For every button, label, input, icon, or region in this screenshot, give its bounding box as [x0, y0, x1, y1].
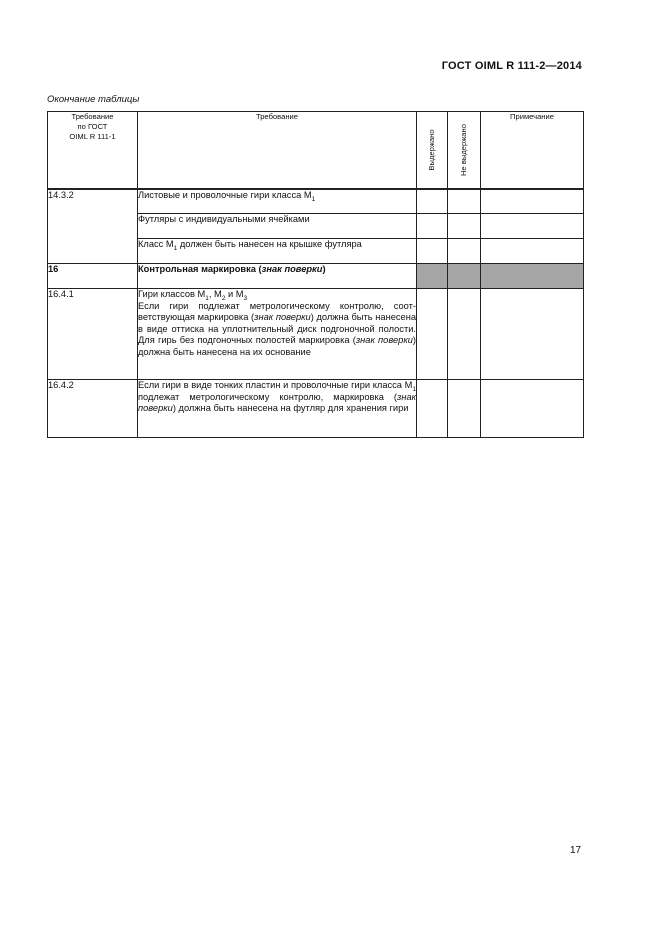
note-cell[interactable] [481, 214, 584, 239]
req-text: ) должна быть нанесена на их основание [138, 335, 416, 357]
row-requirement [138, 239, 417, 264]
row-requirement [138, 264, 417, 289]
met-checkbox-cell[interactable] [417, 380, 448, 438]
req-text: Гири классов М [138, 289, 206, 299]
row-number: 14.3.2 [48, 189, 138, 264]
note-cell[interactable] [481, 189, 584, 214]
shaded-cell [417, 264, 448, 289]
header-reference-line: OIML R 111-1 [69, 132, 116, 141]
header-reference [48, 112, 138, 189]
table-row [48, 289, 584, 380]
document-header: ГОСТ OIML R 111-2—2014 [441, 60, 582, 72]
req-text: должен быть нанесен на крышке футляра [177, 239, 362, 249]
req-text: Листовые и проволочные гири класса М [138, 189, 312, 200]
table-header-row [48, 112, 584, 189]
row-number: 16.4.2 [48, 380, 138, 438]
met-checkbox-cell[interactable] [417, 239, 448, 264]
req-italic: знак поверки [138, 391, 416, 414]
req-text: и М [225, 289, 244, 299]
note-cell[interactable] [481, 380, 584, 438]
subscript: 1 [412, 385, 416, 393]
req-text: ) должна быть нанесена в виде оттиска на уплотнительный диск подгоночной полости. Для гирь без подгоночных полостей маркировка ( [138, 312, 417, 346]
row-number: 16.4.1 [48, 289, 138, 380]
table-row [48, 189, 584, 214]
not-met-checkbox-cell[interactable] [448, 239, 481, 264]
req-text: ) должна быть нанесена на футляр для хранения гири [172, 403, 409, 414]
row-requirement [138, 189, 417, 214]
header-not-met [448, 112, 481, 189]
req-text: Контрольная маркировка ( [138, 264, 262, 274]
req-text: Если гири в виде тонких пластин и проволочные гири класса М [138, 380, 413, 390]
req-text: подлежат метрологическому контролю, маркировка ( [138, 391, 397, 402]
section-row [48, 264, 584, 289]
row-number: 16 [48, 264, 138, 289]
subscript: 2 [221, 294, 226, 302]
header-note: Примечание [481, 112, 584, 189]
header-met-label: Выдержано [427, 129, 436, 171]
req-text: Если гири подлежат метрологическому контролю, соответствующая маркировка ( [138, 300, 416, 323]
header-not-met-label: Не выдержано [459, 123, 468, 176]
shaded-cell [448, 264, 481, 289]
req-italic: знак поверки [261, 264, 323, 274]
header-met [417, 112, 448, 189]
met-checkbox-cell[interactable] [417, 189, 448, 214]
page-number: 17 [570, 845, 582, 856]
req-italic: знак поверки [355, 335, 413, 346]
not-met-checkbox-cell[interactable] [448, 289, 481, 380]
table-row [48, 380, 584, 438]
req-text: , М [208, 289, 222, 299]
req-text: ) [322, 264, 326, 274]
not-met-checkbox-cell[interactable] [448, 380, 481, 438]
note-cell[interactable] [481, 239, 584, 264]
requirements-table [47, 111, 584, 438]
note-cell[interactable] [481, 289, 584, 380]
subscript: 1 [205, 294, 209, 302]
met-checkbox-cell[interactable] [417, 214, 448, 239]
not-met-checkbox-cell[interactable] [448, 189, 481, 214]
row-requirement [138, 289, 417, 380]
shaded-cell [481, 264, 584, 289]
header-reference-line: Требование [71, 112, 114, 121]
subscript: 1 [173, 244, 178, 252]
row-requirement: Футляры с индивидуальными ячейками [138, 214, 417, 239]
row-requirement [138, 380, 417, 438]
req-italic: знак поверки [254, 312, 311, 323]
met-checkbox-cell[interactable] [417, 289, 448, 380]
subscript: 1 [311, 195, 316, 203]
table-caption: Окончание таблицы [47, 94, 140, 105]
header-requirement: Требование [138, 112, 417, 189]
req-first-line [138, 289, 416, 301]
req-text: Класс М [138, 239, 174, 249]
header-reference-line: по ГОСТ [77, 122, 108, 131]
subscript: 3 [243, 294, 248, 302]
not-met-checkbox-cell[interactable] [448, 214, 481, 239]
